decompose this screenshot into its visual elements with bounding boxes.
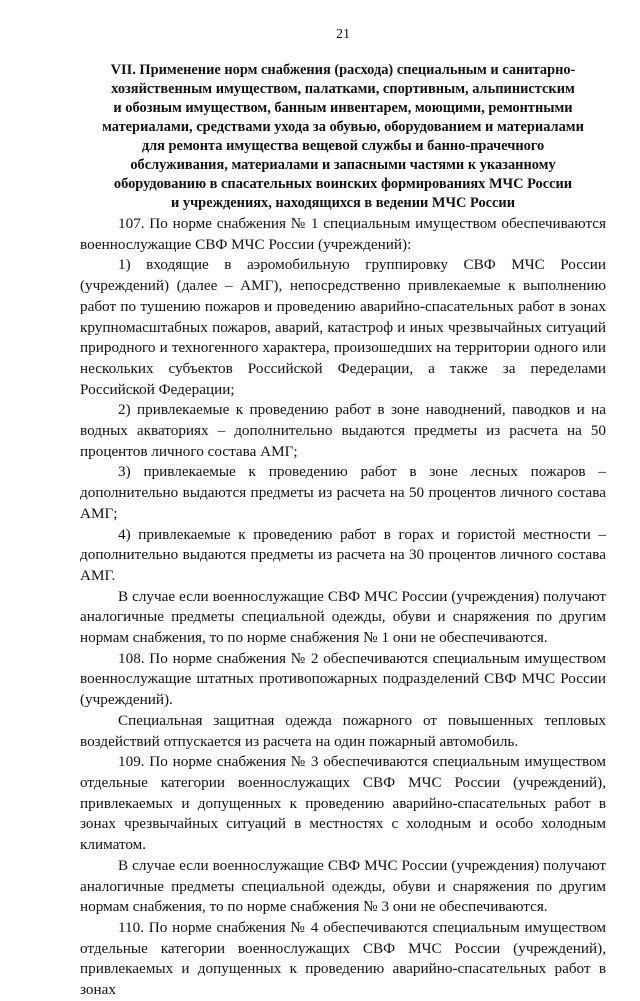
- page-number: 21: [336, 27, 350, 42]
- section-title: [80, 61, 606, 213]
- paragraph-110: 110. По норме снабжения № 4 обеспечиваются специальным имуществом отдельные категории военнослужащих СВФ МЧС России (учреждений), привлекаемых и допущенных к проведению аварийно-спасательных работ в зонах: [80, 918, 606, 999]
- list-item-1: 1) входящие в аэромобильную группировку СВФ МЧС России (учреждений) (далее – АМГ), непосредственно привлекаемые к выполнению работ по тушению пожаров и проведению аварийно-спасательных работ в зонах крупномасштабных пожаров, аварий, катастроф и иных чрезвычайных ситуаций природного и техногенного характера, произошедших на территории одного или нескольких субъектов Российской Федерации, а также за переделами Российской Федерации;: [80, 256, 606, 398]
- paragraph-107: 107. По норме снабжения № 1 специальным имуществом обеспечиваются военнослужащие СВФ МЧС России (учреждений):: [80, 215, 606, 253]
- section-title-line: оборудованию в спасательных воинских формированиях МЧС России: [113, 176, 573, 192]
- section-title-line: обслуживания, материалами и запасными частями к указанному: [130, 157, 556, 173]
- list-item-2: 2) привлекаемые к проведению работ в зоне наводнений, паводков и на водных акваториях – дополнительно выдаются предметы из расчета на 50 процентов личного состава АМГ;: [80, 401, 606, 460]
- paragraph-108-note: Специальная защитная одежда пожарного от повышенных тепловых воздействий отпускается из расчета на один пожарный автомобиль.: [80, 711, 606, 750]
- paragraph-109: 109. По норме снабжения № 3 обеспечиваются специальным имуществом отдельные категории военнослужащих СВФ МЧС России (учреждений), привлекаемых и допущенных к проведению аварийно-спасательных работ в зонах чрезвычайных ситуаций в местностях с холодным и особо холодным климатом.: [80, 753, 606, 854]
- section-title-line: VII. Применение норм снабжения (расхода) специальным и санитарно-: [110, 62, 576, 78]
- paragraph-108: 108. По норме снабжения № 2 обеспечиваются специальным имуществом военнослужащие штатных противопожарных подразделений СВФ МЧС России (учреждений).: [80, 649, 606, 709]
- section-title-line: материалами, средствами ухода за обувью, оборудованием и материалами: [102, 119, 584, 135]
- list-item-4: 4) привлекаемые к проведению работ в горах и гористой местности – дополнительно выдаются предметы из расчета на 30 процентов личного состава АМГ.: [80, 525, 606, 584]
- section-title-line: и учреждениях, находящихся в ведении МЧС России: [170, 195, 516, 211]
- section-title-line: хозяйственным имуществом, палатками, спортивным, альпинистским: [111, 81, 575, 97]
- document-body: [80, 214, 606, 1001]
- section-title-line: для ремонта имущества вещевой службы и банно-прачечного: [141, 138, 545, 154]
- paragraph-107-note: В случае если военнослужащие СВФ МЧС России (учреждения) получают аналогичные предметы специальной одежды, обуви и снаряжения по другим нормам снабжения, то по норме снабжения № 1 они не обеспечиваются.: [80, 587, 606, 647]
- list-item-3: 3) привлекаемые к проведению работ в зоне лесных пожаров – дополнительно выдаются предметы из расчета на 50 процентов личного состава АМГ;: [80, 463, 606, 522]
- section-title-line: и обозным имуществом, банным инвентарем, моющими, ремонтными: [113, 100, 573, 116]
- paragraph-109-note: В случае если военнослужащие СВФ МЧС России (учреждения) получают аналогичные предметы специальной одежды, обуви и снаряжения по другим нормам снабжения, то по норме снабжения № 3 они не обеспечиваются.: [80, 856, 606, 916]
